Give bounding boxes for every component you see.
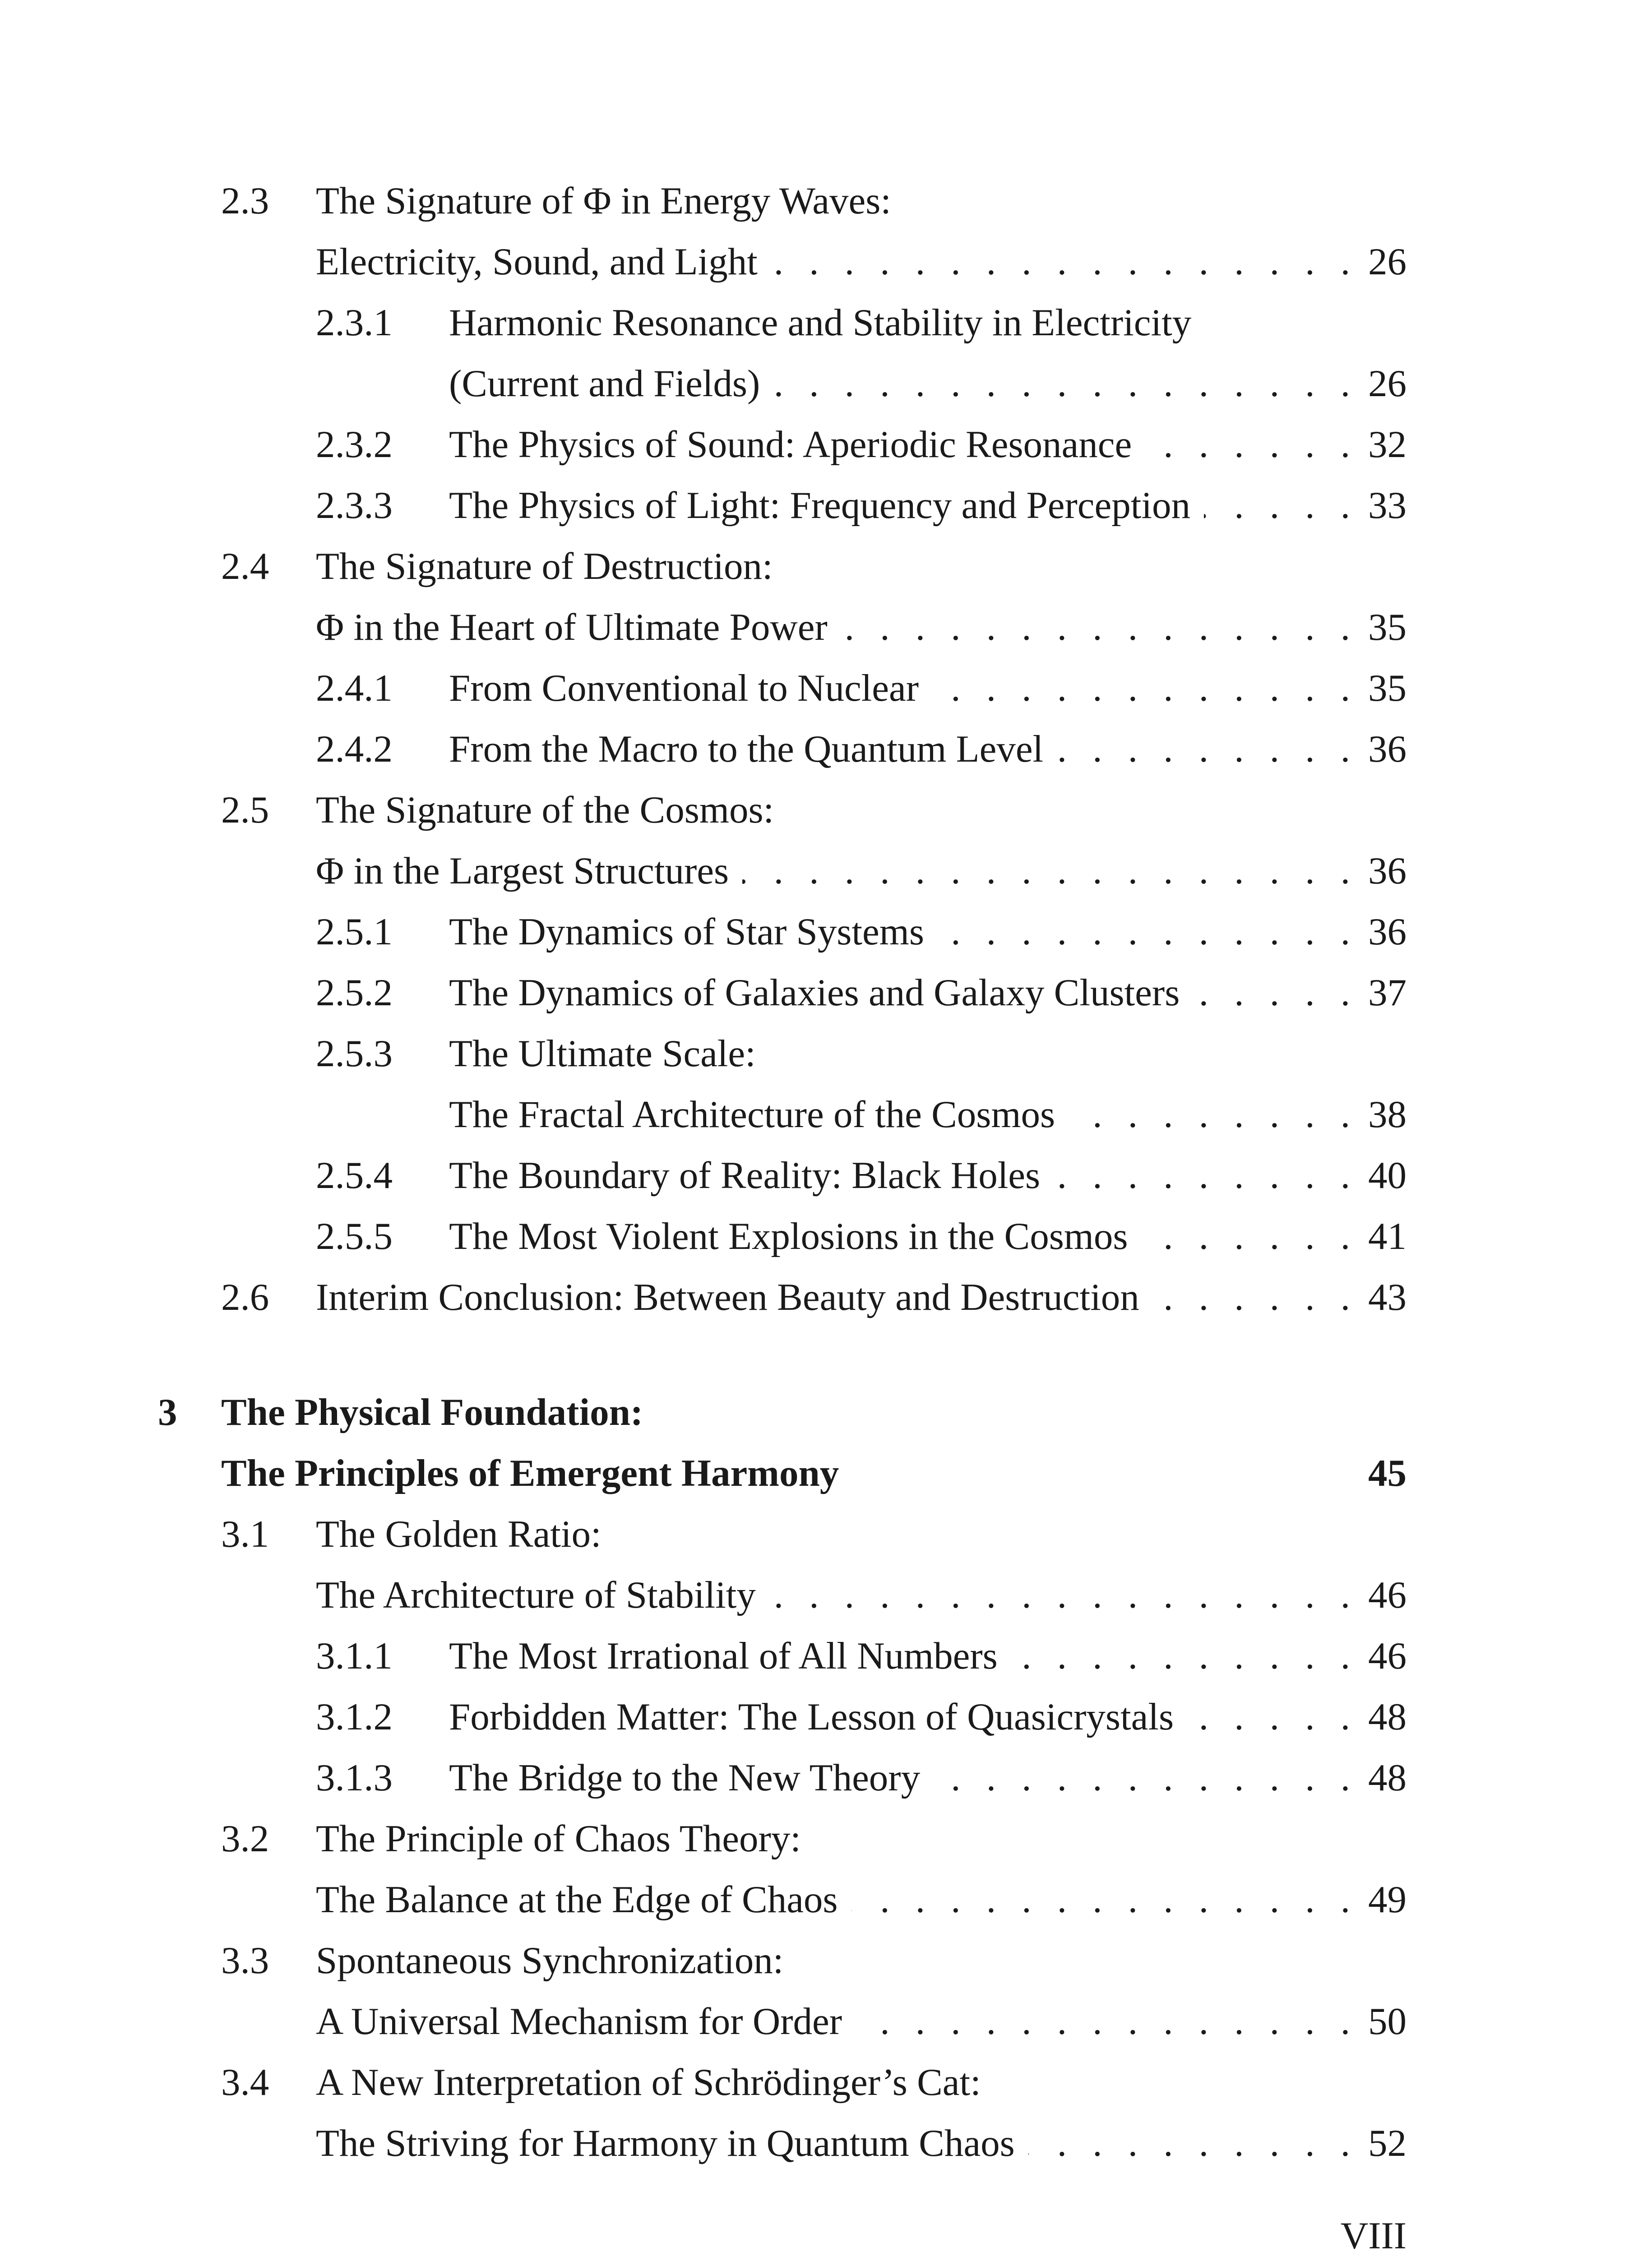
toc-number: 2.5 — [221, 789, 269, 831]
toc-title — [316, 1997, 1358, 2046]
toc-title — [316, 2118, 1358, 2168]
toc-page-number: 46 — [1368, 1635, 1407, 1677]
toc-number: 2.4 — [221, 545, 269, 587]
toc-number: 2.4.1 — [316, 667, 393, 709]
toc-title-text: The Ultimate Scale: — [449, 1032, 769, 1075]
toc-line — [0, 1387, 1652, 1437]
toc-line — [0, 663, 1652, 713]
toc-title — [449, 1029, 1358, 1078]
toc-line — [0, 724, 1652, 774]
toc-page-number: 46 — [1368, 1574, 1407, 1616]
toc-page-number: 36 — [1368, 728, 1407, 770]
toc-title — [316, 541, 1358, 591]
toc-number: 3.1.2 — [316, 1696, 393, 1738]
toc-number: 3.1.3 — [316, 1757, 393, 1799]
toc-number: 2.6 — [221, 1276, 269, 1318]
toc-title-text: The Physics of Light: Frequency and Perception — [449, 484, 1204, 527]
toc-title-text: A New Interpretation of Schrödinger’s Cat: — [316, 2061, 995, 2103]
toc-title-text: The Architecture of Stability — [316, 1574, 769, 1616]
toc-number: 3 — [158, 1391, 177, 1433]
toc-title — [449, 1631, 1358, 1681]
toc-title — [221, 1448, 1358, 1498]
toc-title-text: The Golden Ratio: — [316, 1513, 615, 1555]
page-number-roman: VIII — [1340, 2214, 1407, 2256]
toc-title — [449, 1090, 1358, 1139]
toc-title — [316, 1272, 1358, 1322]
toc-title — [449, 420, 1358, 469]
toc-title — [449, 481, 1358, 530]
toc-line — [0, 298, 1652, 347]
toc-title — [449, 1692, 1358, 1742]
toc-line — [0, 541, 1652, 591]
toc-line — [0, 1151, 1652, 1200]
toc-line — [0, 237, 1652, 287]
toc-title — [316, 1570, 1358, 1620]
toc-line — [0, 1272, 1652, 1322]
toc-title-text: The Signature of Destruction: — [316, 545, 787, 587]
toc-line — [0, 1448, 1652, 1498]
toc-page-number: 43 — [1368, 1276, 1407, 1318]
toc-line — [0, 1936, 1652, 1985]
toc-number: 2.4.2 — [316, 728, 393, 770]
toc-title — [316, 602, 1358, 652]
toc-title-text: The Dynamics of Star Systems — [449, 911, 938, 953]
toc-page-number: 50 — [1368, 2000, 1407, 2043]
toc-title — [449, 907, 1358, 957]
toc-line — [0, 1029, 1652, 1078]
toc-title-text: From the Macro to the Quantum Level — [449, 728, 1057, 770]
toc-line — [0, 1692, 1652, 1742]
toc-number: 2.5.4 — [316, 1154, 393, 1197]
toc-title-text: (Current and Fields) — [449, 362, 773, 405]
toc-title-text: The Boundary of Reality: Black Holes — [449, 1154, 1054, 1197]
toc-number: 3.2 — [221, 1817, 269, 1860]
toc-line — [0, 907, 1652, 957]
toc-page-number: 48 — [1368, 1757, 1407, 1799]
toc-line — [0, 1211, 1652, 1261]
toc-title-text: The Principle of Chaos Theory: — [316, 1817, 814, 1860]
toc-line — [0, 846, 1652, 896]
toc-number: 3.4 — [221, 2061, 269, 2103]
toc-title-text: Φ in the Largest Structures — [316, 850, 742, 892]
toc-line — [0, 1631, 1652, 1681]
toc-title-text: Interim Conclusion: Between Beauty and Destruction — [316, 1276, 1153, 1318]
toc-number: 3.3 — [221, 1939, 269, 1982]
toc-title — [316, 2057, 1358, 2107]
toc-title — [449, 298, 1358, 347]
toc-page-number: 32 — [1368, 423, 1407, 466]
toc-title — [449, 359, 1358, 408]
toc-number: 2.3.1 — [316, 301, 393, 344]
toc-line — [0, 1090, 1652, 1139]
toc-title — [316, 846, 1358, 896]
toc-title — [316, 176, 1358, 226]
toc-title-text: The Most Irrational of All Numbers — [449, 1635, 1011, 1677]
toc-title — [316, 1509, 1358, 1559]
toc-title — [449, 663, 1358, 713]
toc-title — [449, 1211, 1358, 1261]
toc-line — [0, 359, 1652, 408]
toc-page-number: 26 — [1368, 362, 1407, 405]
toc-line — [0, 1753, 1652, 1803]
toc-title-text: The Signature of the Cosmos: — [316, 789, 787, 831]
toc-title-text: The Fractal Architecture of the Cosmos — [449, 1093, 1069, 1136]
toc-page-number: 35 — [1368, 667, 1407, 709]
toc-title-text: The Dynamics of Galaxies and Galaxy Clusters — [449, 971, 1193, 1014]
toc-title-text: The Most Violent Explosions in the Cosmos — [449, 1215, 1141, 1257]
toc-title — [316, 1875, 1358, 1924]
toc-title-text: A Universal Mechanism for Order — [316, 2000, 856, 2043]
toc-line — [0, 2057, 1652, 2107]
toc-page-number: 36 — [1368, 911, 1407, 953]
toc-title — [449, 968, 1358, 1017]
toc-page-number: 33 — [1368, 484, 1407, 527]
toc-title-text: Φ in the Heart of Ultimate Power — [316, 606, 841, 648]
toc-page-number: 41 — [1368, 1215, 1407, 1257]
toc-title-text: Electricity, Sound, and Light — [316, 240, 771, 283]
toc-line — [0, 1814, 1652, 1863]
toc-line — [0, 1997, 1652, 2046]
toc-page-number: 48 — [1368, 1696, 1407, 1738]
toc-line — [0, 1570, 1652, 1620]
toc-number: 2.3.3 — [316, 484, 393, 527]
toc-line — [0, 785, 1652, 835]
toc-title — [316, 1814, 1358, 1863]
toc-line — [0, 1875, 1652, 1924]
toc-page-number: 26 — [1368, 240, 1407, 283]
toc-line — [0, 481, 1652, 530]
toc-title — [449, 1753, 1358, 1803]
toc-title — [449, 724, 1358, 774]
toc-title-text: The Bridge to the New Theory — [449, 1757, 934, 1799]
toc-page-number: 52 — [1368, 2122, 1407, 2164]
toc-number: 2.5.3 — [316, 1032, 393, 1075]
toc-title — [316, 785, 1358, 835]
toc-line — [0, 968, 1652, 1017]
toc-title-text: Harmonic Resonance and Stability in Electricity — [449, 301, 1205, 344]
toc-page-number: 49 — [1368, 1878, 1407, 1921]
toc-title-text: Spontaneous Synchronization: — [316, 1939, 797, 1982]
toc-page-number: 35 — [1368, 606, 1407, 648]
toc-title-text: The Striving for Harmony in Quantum Chaos — [316, 2122, 1028, 2164]
toc-page-number: 36 — [1368, 850, 1407, 892]
toc-number: 2.5.2 — [316, 971, 393, 1014]
toc-title-text: The Signature of Φ in Energy Waves: — [316, 180, 905, 222]
toc-line — [0, 2118, 1652, 2168]
toc-title-text: The Balance at the Edge of Chaos — [316, 1878, 851, 1921]
toc-title — [316, 237, 1358, 287]
toc-number: 2.3 — [221, 180, 269, 222]
toc-page-number: 38 — [1368, 1093, 1407, 1136]
toc-page-number: 37 — [1368, 971, 1407, 1014]
toc-line — [0, 602, 1652, 652]
toc-title-text: Forbidden Matter: The Lesson of Quasicrystals — [449, 1696, 1187, 1738]
toc-title — [449, 1151, 1358, 1200]
toc-title — [221, 1387, 1358, 1437]
toc-line — [0, 1509, 1652, 1559]
toc-number: 3.1 — [221, 1513, 269, 1555]
toc-title — [316, 1936, 1358, 1985]
toc-line — [0, 176, 1652, 226]
toc-title-text: The Physical Foundation: — [221, 1391, 657, 1433]
toc-number: 2.5.1 — [316, 911, 393, 953]
toc-number: 2.5.5 — [316, 1215, 393, 1257]
toc-line — [0, 420, 1652, 469]
toc-number: 2.3.2 — [316, 423, 393, 466]
toc-page-number: 45 — [1368, 1452, 1407, 1494]
toc-page-number: 40 — [1368, 1154, 1407, 1197]
toc-number: 3.1.1 — [316, 1635, 393, 1677]
toc-title-text: The Principles of Emergent Harmony — [221, 1452, 852, 1494]
toc-title-text: From Conventional to Nuclear — [449, 667, 932, 709]
toc-title-text: The Physics of Sound: Aperiodic Resonance — [449, 423, 1145, 466]
